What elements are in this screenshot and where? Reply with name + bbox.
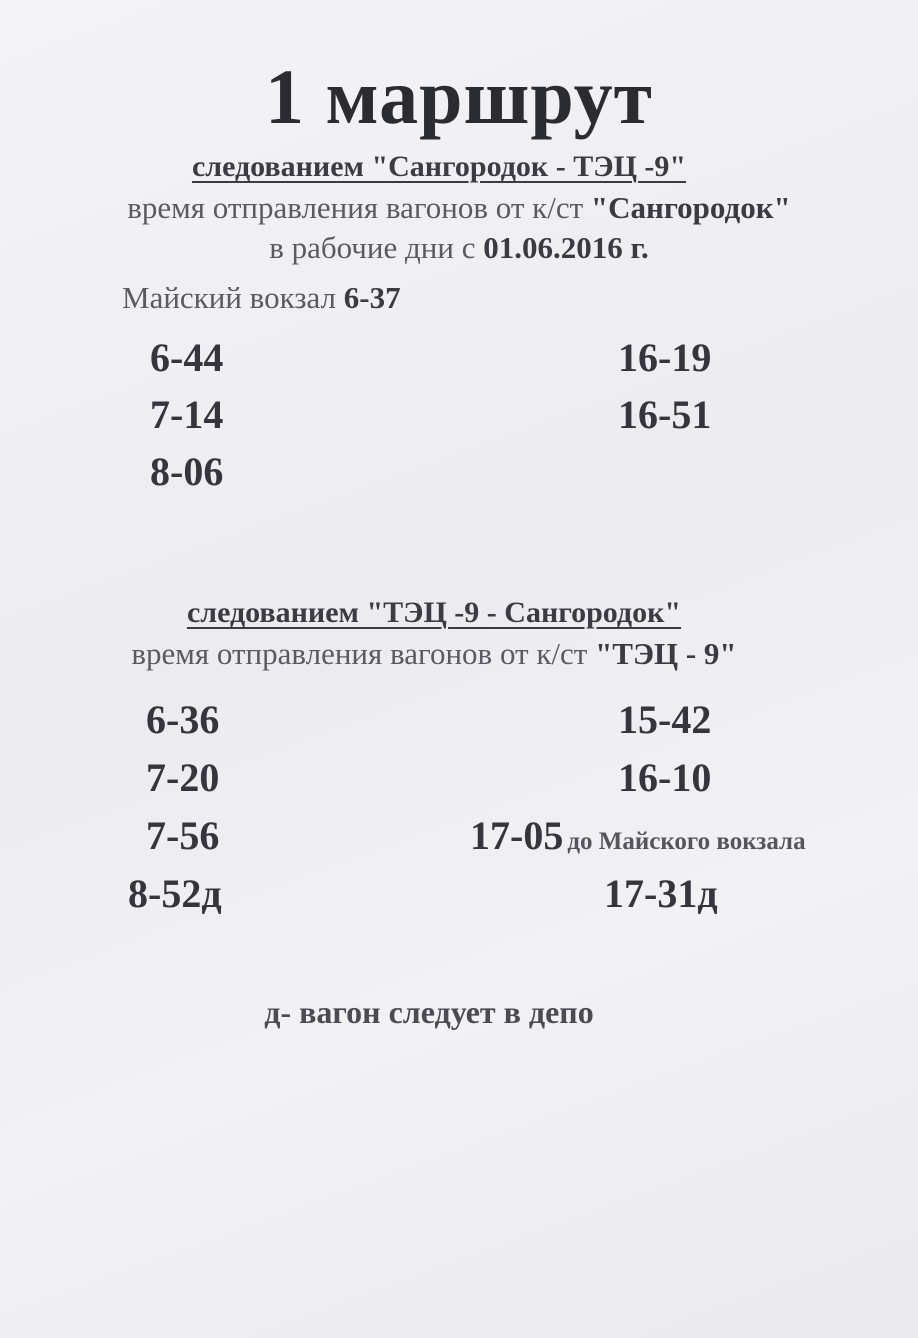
time-cell: 17-31д [604,871,718,916]
time-cell: 7-14 [150,392,224,437]
legend-note: д- вагон следует в депо [264,994,594,1030]
departure-line-2 [0,636,893,672]
extra-departure-time: 6-37 [343,280,401,315]
time-cell: 16-10 [618,755,712,800]
time-cell: 16-19 [618,335,712,380]
departure-line-2-prefix: время отправления вагонов от к/ст [131,636,596,671]
route-heading-1-text: следованием "Сангородок - ТЭЦ -9" [191,150,687,183]
route-heading-2-text: следованием "ТЭЦ -9 - Сангородок" [186,596,682,629]
time-cell: 17-05 [470,813,564,858]
time-cell: 15-42 [618,697,712,742]
departure-stop-2: "ТЭЦ - 9" [595,636,737,671]
time-cell: 6-44 [150,335,224,380]
time-cell: 8-52д [128,871,222,916]
valid-from-date: 01.06.2016 г. [483,230,649,265]
route-heading-1 [0,150,898,184]
departure-stop-1: "Сангородок" [590,190,791,225]
time-cell: 16-51 [618,392,712,437]
valid-from-line [0,230,918,266]
route-heading-2 [0,596,893,630]
extra-departure-label: Майский вокзал [122,280,344,315]
extra-departure [122,280,401,316]
departure-line-1 [0,190,918,226]
departure-line-1-prefix: время отправления вагонов от к/ст [127,190,591,225]
time-cell: 7-56 [146,813,220,858]
time-cell-with-note [470,812,806,859]
time-note: до Майского вокзала [567,828,806,855]
time-cell: 6-36 [146,697,220,742]
time-cell: 7-20 [146,755,220,800]
time-cell: 8-06 [150,449,224,494]
valid-from-prefix: в рабочие дни с [269,230,484,265]
page-title: 1 маршрут [265,53,653,140]
